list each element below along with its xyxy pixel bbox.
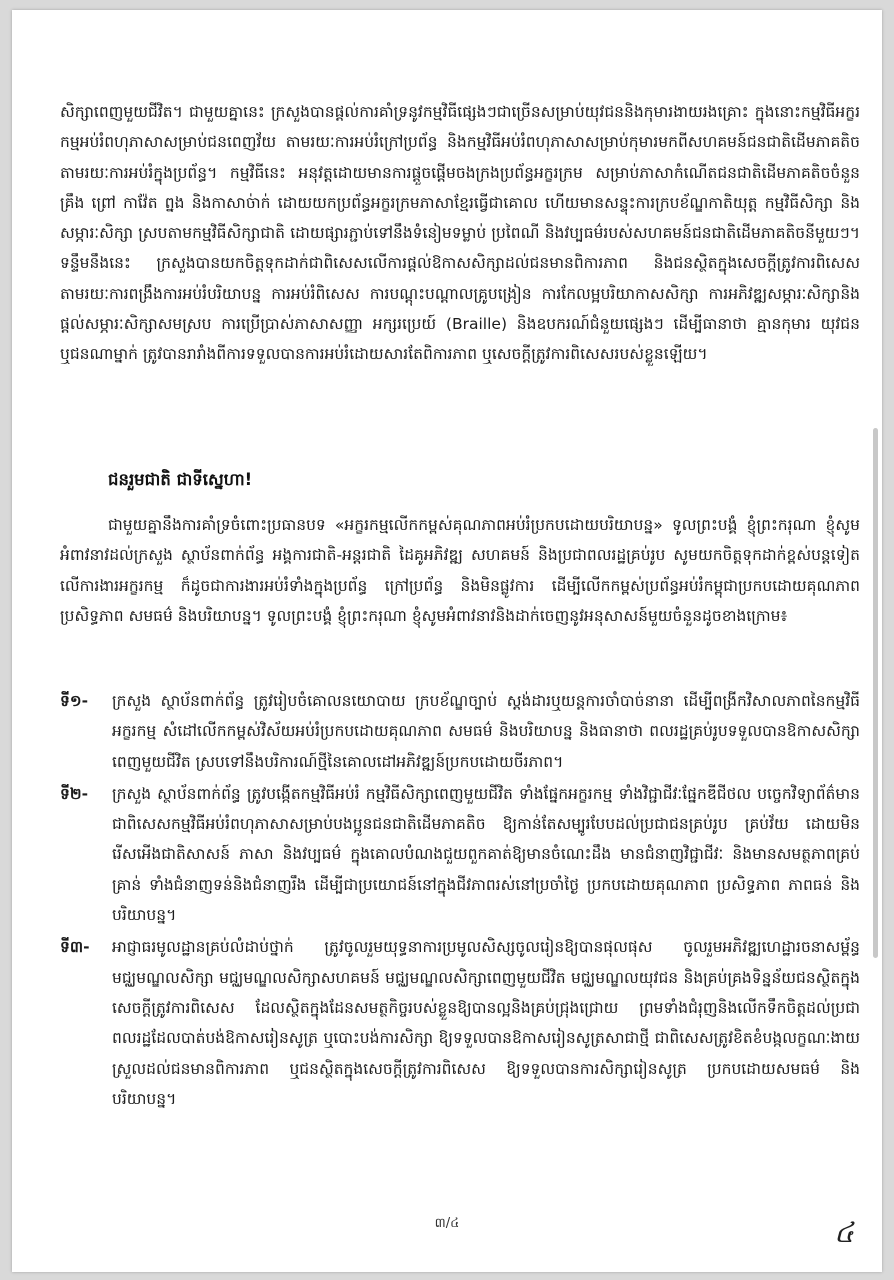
page-number: ៣/៤ xyxy=(434,1216,460,1231)
recommendation-item-2 xyxy=(60,779,860,930)
recommendation-item-1 xyxy=(60,686,860,777)
item-text: អាជ្ញាធរមូលដ្ឋានគ្រប់លំដាប់ថ្នាក់ ត្រូវចូលរួមយុទ្ធនាការប្រមូលសិស្សចូលរៀនឱ្យបានផុលផុស ចូលរួមអភិវឌ្ឍហេដ្ឋារចនាសម្ព័ន្ធមជ្ឈមណ្ឌលសិក្សា មជ្ឈមណ្ឌលសិក្សាសហគមន៍ មជ្ឈមណ្ឌលសិក្សាពេញមួយជីវិត មជ្ឈមណ្ឌលយុវជន និងគ្រប់គ្រងទិន្នន័យជនស្ថិតក្នុងសេចក្តីត្រូវការពិសេស ដែលស្ថិតក្នុងដែនសមត្ថកិច្ចរបស់ខ្លួនឱ្យបានល្អនិងគ្រប់ជ្រុងជ្រោយ ព្រមទាំងជំរុញនិងលើកទឹកចិត្តដល់ប្រជាពលរដ្ឋដែលបាត់បង់ឱកាសរៀនសូត្រ ឬបោះបង់ការសិក្សា ឱ្យទទួលបានឱកាសរៀនសូត្រសាជាថ្មី ជាពិសេសត្រូវខិតខំបង្កលក្ខណៈងាយស្រួលដល់ជនមានពិការភាព ឬជនស្ថិតក្នុងសេចក្តីត្រូវការពិសេស ឱ្យទទួលបានការសិក្សារៀនសូត្រ ប្រកបដោយសមធម៌ និងបរិយាបន្ន។ xyxy=(112,938,860,1108)
section-heading: ជនរួមជាតិ ជាទីស្នេហា! xyxy=(108,470,253,489)
item-label: ទី៣- xyxy=(60,938,90,957)
item-label: ទី២- xyxy=(60,784,89,803)
scrollbar[interactable] xyxy=(873,428,878,958)
item-text: ក្រសួង ស្ថាប័នពាក់ព័ន្ធ ត្រូវរៀបចំគោលនយោបាយ ក្របខ័ណ្ឌច្បាប់ ស្តង់ដារឬយន្តការចាំបាច់នានា ដើម្បីពង្រីកវិសាលភាពនៃកម្មវិធីអក្ខរកម្ម សំដៅលើកកម្ពស់វិស័យអប់រំប្រកបដោយគុណភាព សមធម៌ និងបរិយាបន្ន និងធានាថា ពលរដ្ឋគ្រប់រូបទទួលបានឱកាសសិក្សាពេញមួយជីវិត ស្របទៅនឹងបរិការណ៍ថ្មីនៃគោលដៅអភិវឌ្ឍន៍ប្រកបដោយចីរភាព។ xyxy=(112,692,860,771)
item-label: ទី១- xyxy=(60,692,89,710)
handwritten-page-mark: ៤ xyxy=(834,1216,854,1249)
body-paragraph-2: ជាមួយគ្នានឹងការគាំទ្រចំពោះប្រធានបទ «អក្ខរកម្មលើកកម្ពស់គុណភាពអប់រំប្រកបដោយបរិយាបន្ន» ទូលព្រះបង្គំ ខ្ញុំព្រះករុណា ខ្ញុំសូមអំពាវនាវដល់ក្រសួង ស្ថាប័នពាក់ព័ន្ធ អង្គការជាតិ-អន្តរជាតិ ដៃគូអភិវឌ្ឍ សហគមន៍ និងប្រជាពលរដ្ឋគ្រប់រូប សូមយកចិត្តទុកដាក់ខ្ពស់បន្តទៀតលើការងារអក្ខរកម្ម ក៏ដូចជាការងារអប់រំទាំងក្នុងប្រព័ន្ធ ក្រៅប្រព័ន្ធ និងមិនផ្លូវការ ដើម្បីលើកកម្ពស់ប្រព័ន្ធអប់រំកម្ពុជាប្រកបដោយគុណភាព ប្រសិទ្ធភាព សមធម៌ និងបរិយាបន្ន។ ទូលព្រះបង្គំ ខ្ញុំព្រះករុណា ខ្ញុំសូមអំពាវនាវនិងដាក់ចេញនូវអនុសាសន៍មួយចំនួនដូចខាងក្រោម៖ xyxy=(60,516,860,625)
document-page xyxy=(12,10,882,1272)
body-paragraph-1: សិក្សាពេញមួយជីវិត។ ជាមួយគ្នានេះ ក្រសួងបានផ្តល់ការគាំទ្រនូវកម្មវិធីផ្សេងៗជាច្រើនសម្រាប់យុវជននិងកុមារងាយរងគ្រោះ ក្នុងនោះកម្មវិធីអក្ខរកម្មអប់រំពហុភាសាសម្រាប់ជនពេញវ័យ តាមរយៈការអប់រំក្រៅប្រព័ន្ធ និងកម្មវិធីអប់រំពហុភាសាសម្រាប់កុមារមកពីសហគមន៍ជនជាតិដើមភាគតិច តាមរយៈការអប់រំក្នុងប្រព័ន្ធ។ កម្មវិធីនេះ អនុវត្តដោយមានការផ្តួចផ្តើមចងក្រងប្រព័ន្ធអក្ខរក្រម សម្រាប់ភាសាកំណើតជនជាតិដើមភាគតិចចំនួន គ្រឹង ព្រៅ កាវ៉ែត ព្នង និងកាសាច់ាក់ ដោយយកប្រព័ន្ធអក្ខរក្រមភាសាខ្មែរធ្វើជាគោល ហើយមានសន្ទុះការក្របខ័ណ្ឌកាតិយុត្ត កម្មវិធីសិក្សា និងសម្ភារៈសិក្សា ស្របតាមកម្មវិធីសិក្សាជាតិ ដោយផ្សារភ្ជាប់ទៅនឹងទំនៀមទម្លាប់ ប្រពៃណី និងវប្បធម៌របស់សហគមន៍ជនជាតិដើមភាគតិចនីមួយៗ។ ទន្ទឹមនឹងនេះ ក្រសួងបានយកចិត្តទុកដាក់ជាពិសេសលើការផ្តល់ឱកាសសិក្សាដល់ជនមានពិការភាព និងជនស្ថិតក្នុងសេចក្តីត្រូវការពិសេស តាមរយៈការពង្រឹងការអប់រំបរិយាបន្ន ការអប់រំពិសេស ការបណ្តុះបណ្តាលគ្រូបង្រៀន ការកែលម្អបរិយាកាសសិក្សា ការអភិវឌ្ឍសម្ភារៈសិក្សានិងផ្តល់សម្ភារៈសិក្សាសមស្រប ការប្រើប្រាស់ភាសាសញ្ញា អក្សរប្រេយ៍ (Braille) និងឧបករណ៍ជំនួយផ្សេងៗ ដើម្បីធានាថា គ្មានកុមារ យុវជន ឬជនណាម្នាក់ ត្រូវបានរារាំងពីការទទួលបានការអប់រំដោយសារតែពិការភាព ឬសេចក្តីត្រូវការពិសេសរបស់ខ្លួនឡើយ។ xyxy=(60,103,860,364)
item-text: ក្រសួង ស្ថាប័នពាក់ព័ន្ធ ត្រូវបង្កើតកម្មវិធីអប់រំ កម្មវិធីសិក្សាពេញមួយជីវិត ទាំងផ្នែកអក្ខរកម្ម ទាំងវិជ្ជាជីវៈផ្នែកឌីជីថល បច្ចេកវិទ្យាព័ត៌មាន ជាពិសេសកម្មវិធីអប់រំពហុភាសាសម្រាប់បងប្អូនជនជាតិដើមភាគតិច ឱ្យកាន់តែសម្បូរបែបដល់ប្រជាជនគ្រប់រូប គ្រប់វ័យ ដោយមិនរើសអើងជាតិសាសន៍ ភាសា និងវប្បធម៌ ក្នុងគោលបំណងជួយពួកគាត់ឱ្យមានចំណេះដឹង មានជំនាញវិជ្ជាជីវៈ និងមានសមត្ថភាពគ្រប់គ្រាន់ ទាំងជំនាញទន់និងជំនាញរឹង ដើម្បីជាប្រយោជន៍នៅក្នុងជីវភាពរស់នៅប្រចាំថ្ងៃ ប្រកបដោយគុណភាព ប្រសិទ្ធភាព ភាពធន់ និងបរិយាបន្ន។ xyxy=(112,784,860,925)
recommendation-list xyxy=(60,686,860,1116)
recommendation-item-3 xyxy=(60,932,860,1114)
